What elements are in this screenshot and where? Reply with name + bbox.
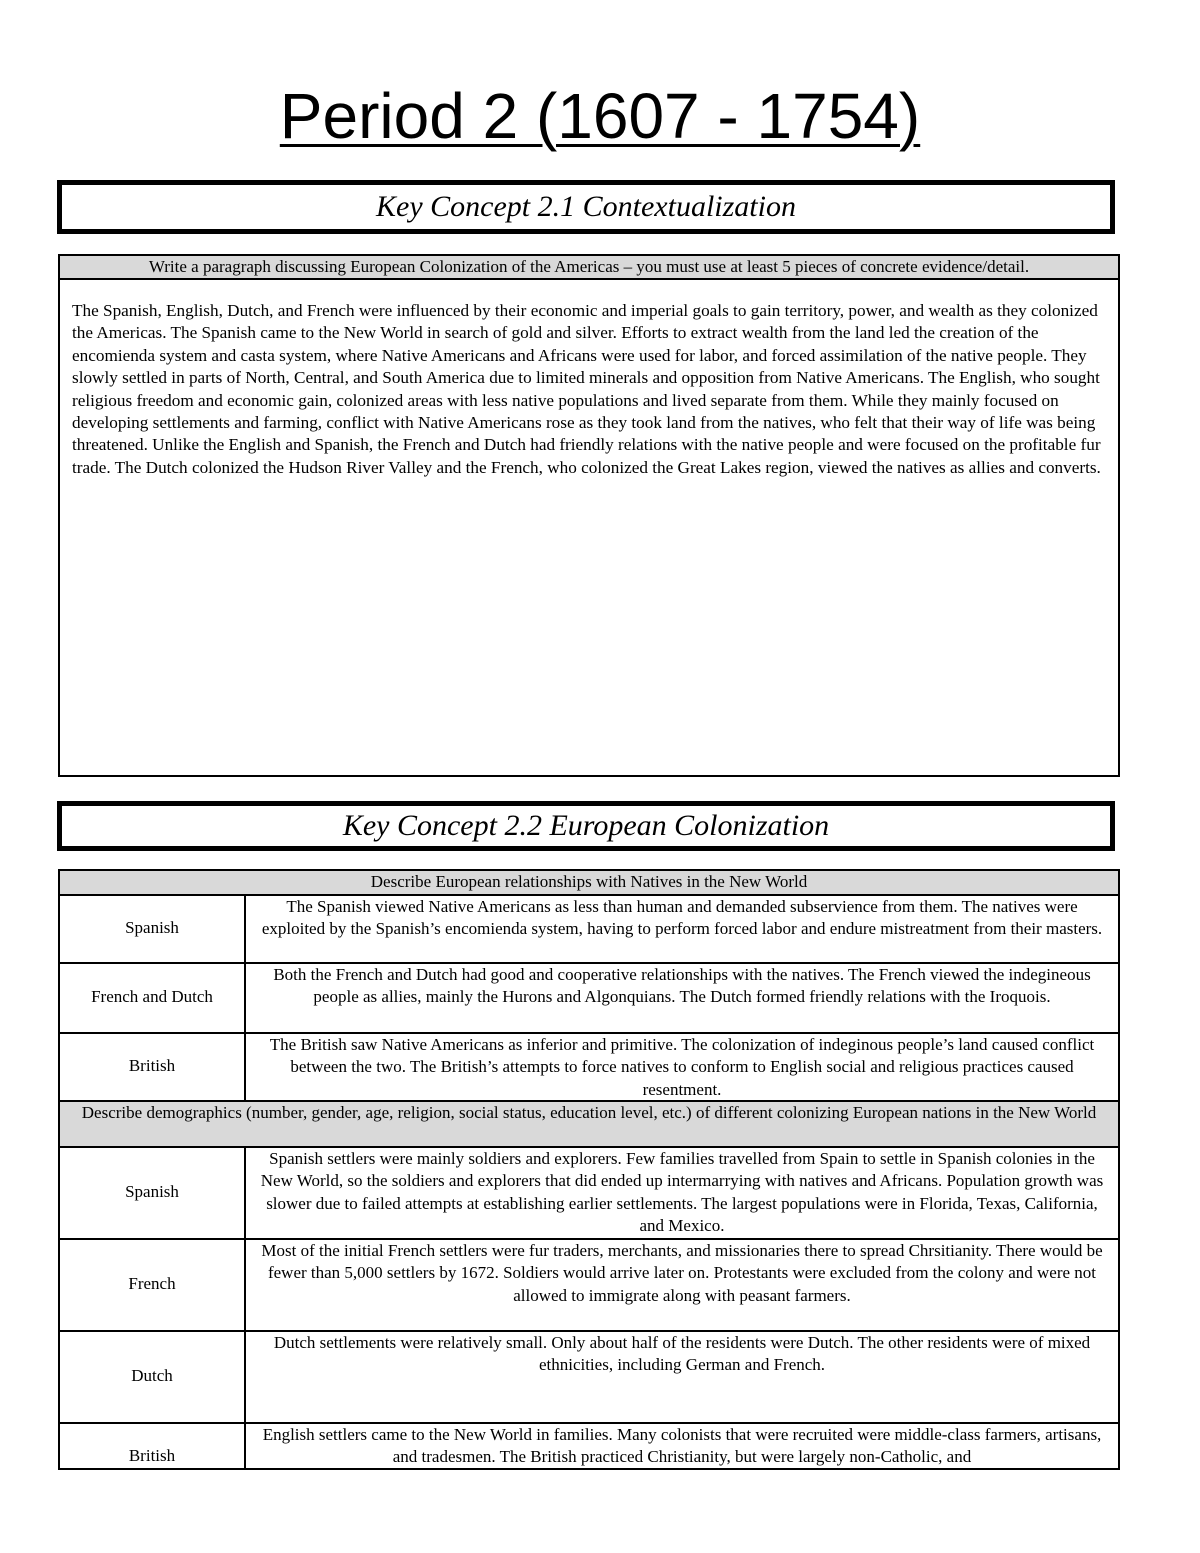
relationships-header-row [59,870,1119,895]
page-title: Period 2 (1607 - 1754) [279,80,921,152]
nation-cell: British [59,1033,245,1101]
relationships-header: Describe European relationships with Natives in the New World [59,870,1119,895]
nation-cell: French [59,1239,245,1331]
table-row [59,963,1119,1033]
answer-cell [245,1033,1119,1101]
nation-cell: British [59,1423,245,1469]
nation-cell: Dutch [59,1331,245,1423]
nation-cell: Spanish [59,1147,245,1239]
answer-text: The Spanish viewed Native Americans as less than human and demanded subservience from them. The natives were exploited by the Spanish’s encomienda system, having to perform forced labor and endure mistreatment from their masters. [261,896,1103,939]
answer-text: The British saw Native Americans as inferior and primitive. The colonization of indeginous people’s land caused conflict between the two. The British’s attempts to force natives to conform to English social and religious practices caused resentment. [269,1034,1095,1099]
key-concept-2-2-heading [57,801,1115,851]
key-concept-2-1-heading-text: Key Concept 2.1 Contextualization [376,190,796,223]
answer-text: Both the French and Dutch had good and cooperative relationships with the natives. The French viewed the indegineous people as allies, mainly the Hurons and Algonquians. The Dutch formed friendly relations with the Iroquois. [273,964,1091,1007]
contextualization-prompt: Write a paragraph discussing European Colonization of the Americas – you must use at least 5 pieces of concrete evidence/detail. [60,256,1118,280]
table-row [59,1423,1119,1469]
nation-cell: French and Dutch [59,963,245,1033]
contextualization-answer: The Spanish, English, Dutch, and French were influenced by their economic and imperial goals to gain territory, power, and wealth as they colonized the Americas. The Spanish came to the New World in search of gold and silver. Efforts to extract wealth from the land led the creation of the encomienda system and casta system, where Native Americans and Africans were used for labor, and forced assimilation of the native people. They slowly settled in parts of North, Central, and South America due to limited minerals and opposition from Native Americans. The English, who sought religious freedom and economic gain, colonized areas with less native populations and lived separate from them. While they mainly focused on developing settlements and farming, conflict with Native Americans rose as they took land from the natives, who felt that their way of life was being threatened. Unlike the English and Spanish, the French and Dutch had friendly relations with the native people and were focused on the profitable fur trade. The Dutch colonized the Hudson River Valley and the French, who colonized the Great Lakes region, viewed the natives as allies and converts. [72,301,1101,477]
answer-cell [245,1239,1119,1331]
key-concept-2-2-heading-text: Key Concept 2.2 European Colonization [342,809,830,842]
table-row [59,895,1119,963]
answer-text: Most of the initial French settlers were fur traders, merchants, and missionaries there to spread Chrsitianity. There would be fewer than 5,000 settlers by 1672. Soldiers would arrive later on. Protestants were excluded from the colony and were not allowed to immigrate along with peasant farmers. [261,1240,1103,1305]
answer-text: English settlers came to the New World in families. Many colonists that were recruited were middle-class farmers, artisans, and tradesmen. The British practiced Christianity, but were largely non-Catholic, and [262,1424,1102,1467]
answer-cell [245,963,1119,1033]
answer-cell [245,1331,1119,1423]
answer-text: Dutch settlements were relatively small. Only about half of the residents were Dutch. The other residents were of mixed ethnicities, including German and French. [273,1332,1091,1375]
contextualization-box [58,254,1120,777]
key-concept-2-1-heading [57,180,1115,234]
answer-cell [245,1423,1119,1469]
nation-cell: Spanish [59,895,245,963]
demographics-header-row [59,1101,1119,1147]
demographics-header: Describe demographics (number, gender, age, religion, social status, education level, etc.) of different colonizing European nations in the New World [59,1101,1119,1147]
answer-text: Spanish settlers were mainly soldiers and explorers. Few families travelled from Spain to settle in Spanish colonies in the New World, so the soldiers and explorers that did ended up intermarrying with natives and Africans. Population growth was slower due to failed attempts at establishing earlier settlements. The largest populations were in Florida, Texas, California, and Mexico. [260,1148,1104,1236]
table-row [59,1147,1119,1239]
answer-cell [245,1147,1119,1239]
table-row [59,1239,1119,1331]
answer-cell [245,895,1119,963]
table-row [59,1331,1119,1423]
table-row [59,1033,1119,1101]
colonization-table [58,869,1120,1470]
